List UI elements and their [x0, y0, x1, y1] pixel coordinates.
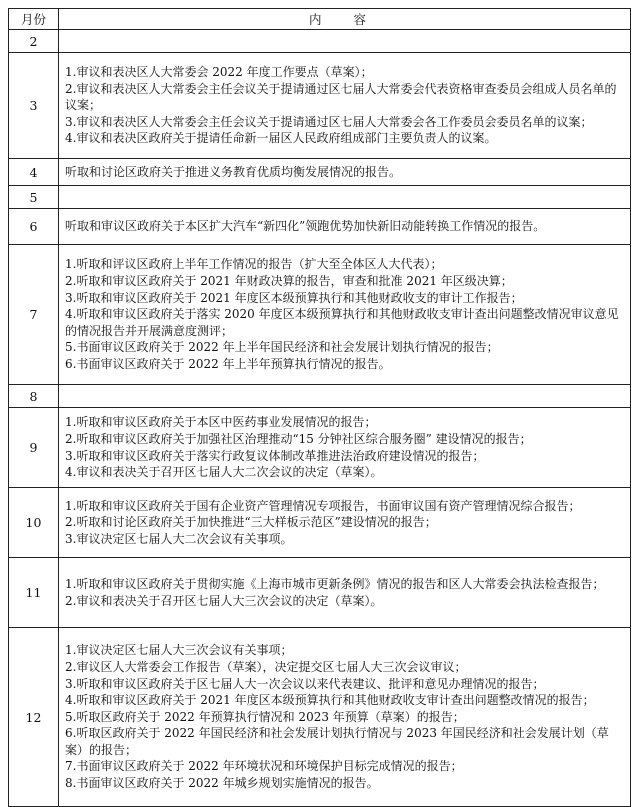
agenda-item: 2.听取和审议区政府关于 2021 年财政决算的报告，审查和批准 2021 年区级决算；: [65, 274, 513, 289]
content-cell: [59, 628, 631, 807]
month-cell: 5: [9, 186, 59, 209]
agenda-item: 4.听取和审议区政府关于 2021 年度区本级预算执行和其他财政收支审计查出问题整改情况的报告；: [65, 693, 595, 708]
agenda-item: 1.审议决定区七届人大三次会议有关事项；: [65, 643, 293, 658]
month-cell: 8: [9, 385, 59, 408]
agenda-item: 6.听取区政府关于 2022 年国民经济和社会发展计划执行情况与 2023 年国民经济和社会发展计划（草案）的报告；: [65, 726, 609, 757]
agenda-item: 1.审议和表决区人大常委会 2022 年度工作要点（草案）；: [65, 65, 373, 80]
table-row: [9, 628, 631, 807]
agenda-item: 3.审议决定区七届人大二次会议有关事项。: [65, 531, 293, 546]
month-cell: 10: [9, 488, 59, 558]
agenda-item: 4.审议和表决区政府关于提请任命新一届区人民政府组成部门主要负责人的议案。: [65, 131, 497, 146]
agenda-item: 5.书面审议区政府关于 2022 年上半年国民经济和社会发展计划执行情况的报告；: [65, 340, 499, 355]
table-row: [9, 245, 631, 385]
table-row: [9, 385, 631, 408]
table-row: [9, 186, 631, 209]
table-row: [9, 209, 631, 245]
header-row: [9, 9, 631, 30]
month-cell: 6: [9, 209, 59, 245]
table-row: [9, 30, 631, 53]
month-cell: 4: [9, 159, 59, 186]
agenda-item: 1.听取和评议区政府上半年工作情况的报告（扩大至全体区人大代表）；: [65, 257, 443, 272]
table-row: [9, 408, 631, 488]
agenda-item: 5.听取区政府关于 2022 年预算执行情况和 2023 年预算（草案）的报告；: [65, 709, 465, 724]
work-plan-table: [8, 8, 631, 807]
table-row: [9, 53, 631, 159]
content-cell: [59, 385, 631, 408]
agenda-item: 3.审议和表决区人大常委会主任会议关于提请通过区七届人大常委会各工作委员会委员名单的议案；: [65, 114, 593, 129]
month-header: 月份: [9, 9, 59, 30]
table-row: [9, 558, 631, 628]
month-cell: 11: [9, 558, 59, 628]
table-row: [9, 488, 631, 558]
month-cell: 9: [9, 408, 59, 488]
agenda-item: 2.审议区人大常委会工作报告（草案），决定提交区七届人大三次会议审议；: [65, 659, 467, 674]
agenda-item: 2.听取和讨论区政府关于加快推进“三大样板示范区”建设情况的报告；: [65, 515, 437, 530]
agenda-item: 1.听取和审议区政府关于本区中医药事业发展情况的报告；: [65, 415, 377, 430]
content-cell: [59, 159, 631, 186]
content-cell: [59, 488, 631, 558]
agenda-item: 1.听取和审议区政府关于贯彻实施《上海市城市更新条例》情况的报告和区人大常委会执法检查报告；: [65, 576, 605, 591]
content-cell: [59, 408, 631, 488]
content-cell: [59, 558, 631, 628]
month-cell: 12: [9, 628, 59, 807]
content-header: 内 容: [59, 9, 631, 30]
month-cell: 3: [9, 53, 59, 159]
agenda-item: 2.听取和审议区政府关于加强社区治理推动“15 分钟社区综合服务圈” 建设情况的报告；: [65, 431, 532, 446]
content-cell: [59, 53, 631, 159]
content-cell: [59, 186, 631, 209]
month-cell: 7: [9, 245, 59, 385]
agenda-item: 3.听取和审议区政府关于 2021 年度区本级预算执行和其他财政收支的审计工作报告；: [65, 290, 523, 305]
month-cell: 2: [9, 30, 59, 53]
agenda-item: 4.审议和表决关于召开区七届人大二次会议的决定（草案）。: [65, 465, 383, 480]
agenda-item: 听取和讨论区政府关于推进义务教育优质均衡发展情况的报告。: [65, 164, 402, 179]
agenda-item: 2.审议和表决关于召开区七届人大三次会议的决定（草案）。: [65, 593, 383, 608]
table-row: [9, 159, 631, 186]
agenda-item: 6.书面审议区政府关于 2022 年上半年预算执行情况的报告。: [65, 356, 391, 371]
agenda-item: 3.听取和审议区政府关于区七届人大一次会议以来代表建议、批评和意见办理情况的报告；: [65, 676, 545, 691]
agenda-item: 2.审议和表决区人大常委会主任会议关于提请通过区七届人大常委会代表资格审查委员会组成人员名单的议案；: [65, 81, 617, 113]
agenda-item: 7.书面审议区政府关于 2022 年环境状况和环境保护目标完成情况的报告；: [65, 759, 463, 774]
content-cell: [59, 30, 631, 53]
agenda-item: 8.书面审议区政府关于 2022 年城乡规划实施情况的报告。: [65, 776, 379, 791]
agenda-item: 1.听取和审议区政府关于国有企业资产管理情况专项报告，书面审议国有资产管理情况综合报告；: [65, 498, 581, 513]
agenda-item: 听取和审议区政府关于本区扩大汽车“新四化”领跑优势加快新旧动能转换工作情况的报告。: [65, 219, 546, 234]
content-cell: [59, 245, 631, 385]
agenda-item: 3.听取和审议区政府关于落实行政复议体制改革推进法治政府建设情况的报告；: [65, 448, 485, 463]
agenda-item: 4.听取和审议区政府关于落实 2020 年度区本级预算执行和其他财政收支审计查出问题整改情况审议意见的情况报告并开展满意度测评；: [65, 307, 619, 338]
content-cell: [59, 209, 631, 245]
